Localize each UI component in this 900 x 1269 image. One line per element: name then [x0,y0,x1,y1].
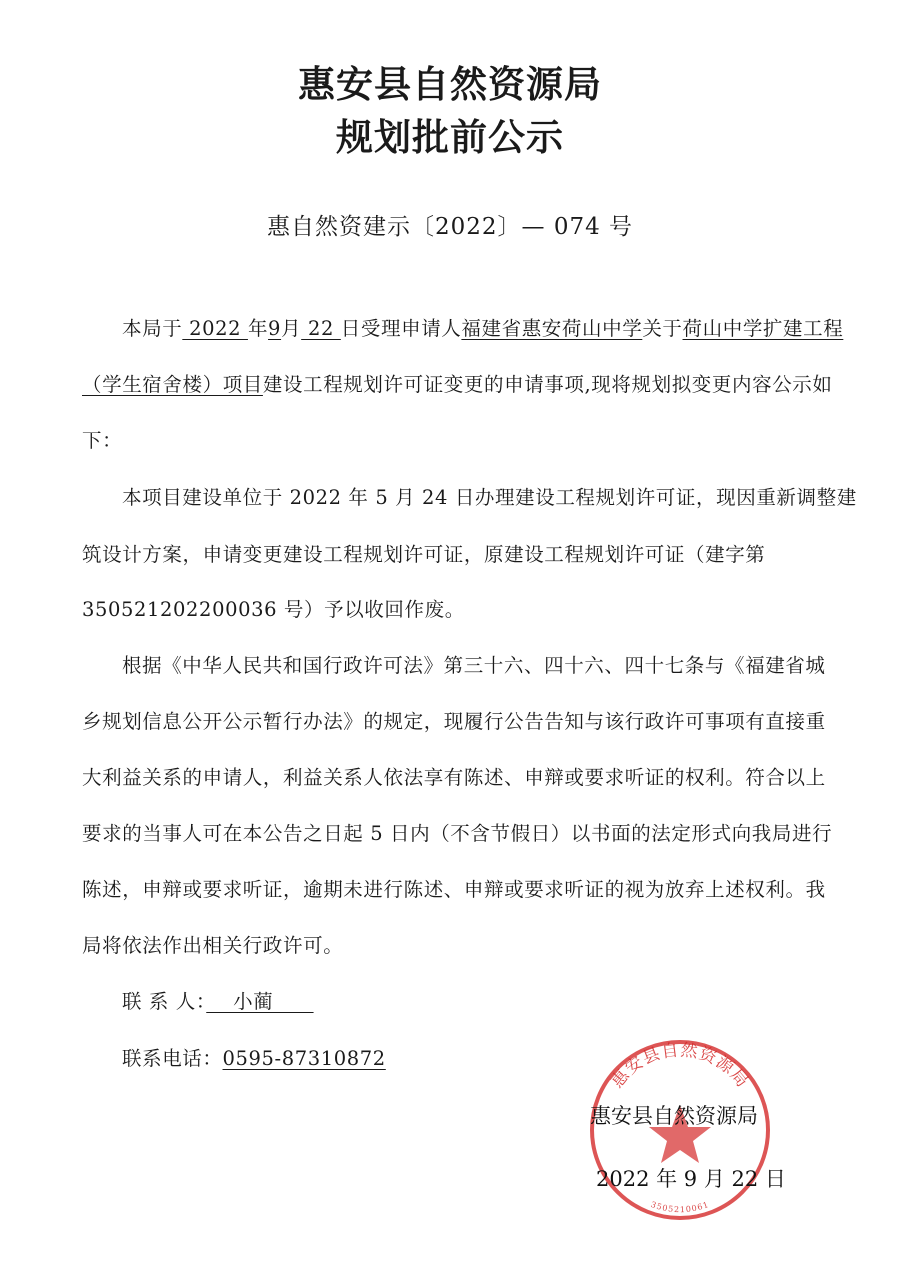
filled-field: 2022 [182,317,248,340]
text-line [122,986,882,1014]
text-line [82,762,842,790]
text-segment: 350521202200036 号）予以收回作废。 [82,598,465,621]
text-line [122,482,882,510]
text-segment: 本项目建设单位于 2022 年 5 月 24 日办理建设工程规划许可证，现因重新调整建 [122,486,857,509]
title-line-2: 规划批前公示 [336,116,564,159]
text-segment: 局将依法作出相关行政许可。 [82,934,344,957]
text-segment: 本局于 [122,317,183,340]
text-segment: 联 系 人： [122,990,207,1013]
text-line [82,539,842,567]
filled-field: （学生宿舍楼）项目 [82,373,263,396]
filled-field: 0595-87310872 [222,1047,386,1070]
signature-date: 2022 年 9 月 22 日 [596,1167,786,1191]
text-line [122,313,882,341]
text-line [82,930,842,958]
seal-code: 3505210061 [649,1199,711,1215]
text-line [82,874,842,902]
text-segment: 关于 [642,317,683,340]
document-number: 惠自然资建示〔2022〕— 074 号 [266,214,634,240]
title-line-1: 惠安县自然资源局 [298,63,602,106]
text-segment: 日受理申请人 [340,317,462,340]
signature-org: 惠安县自然资源局 [590,1104,758,1128]
filled-field: 9 [268,317,282,340]
seal-text: 惠安县自然资源局 [607,1040,753,1092]
text-segment: 要求的当事人可在本公告之日起 5 日内（不含节假日）以书面的法定形式向我局进行 [82,822,833,845]
filled-field: 小蔺 [206,990,314,1013]
text-segment: 年 [247,317,269,340]
text-line [82,594,842,622]
text-line [122,650,882,678]
text-segment: 下： [82,429,123,452]
text-segment: 联系电话： [122,1047,223,1070]
text-segment: 月 [281,317,302,340]
svg-text:3505210061 [650,1200,711,1214]
text-segment: 根据《中华人民共和国行政许可法》第三十六、四十六、四十七条与《福建省城 [122,654,826,677]
text-segment: 建设工程规划许可证变更的申请事项,现将规划拟变更内容公示如 [262,373,833,396]
text-line [82,818,842,846]
filled-field: 福建省惠安荷山中学 [461,317,643,340]
text-line [82,706,842,734]
text-line [82,369,842,397]
text-segment: 大利益关系的申请人，利益关系人依法享有陈述、申辩或要求听证的权利。符合以上 [82,766,826,789]
official-seal [585,1035,775,1225]
text-segment: 陈述，申辩或要求听证，逾期未进行陈述、申辩或要求听证的视为放弃上述权利。我 [82,878,826,901]
filled-field: 22 [301,317,341,340]
svg-text:惠安县自然资源局 [607,1040,752,1091]
text-line [82,425,842,453]
text-segment: 筑设计方案，申请变更建设工程规划许可证，原建设工程规划许可证（建字第 [82,543,766,566]
filled-field: 荷山中学扩建工程 [682,317,844,340]
text-segment: 乡规划信息公开公示暂行办法》的规定，现履行公告告知与该行政许可事项有直接重 [82,710,826,733]
